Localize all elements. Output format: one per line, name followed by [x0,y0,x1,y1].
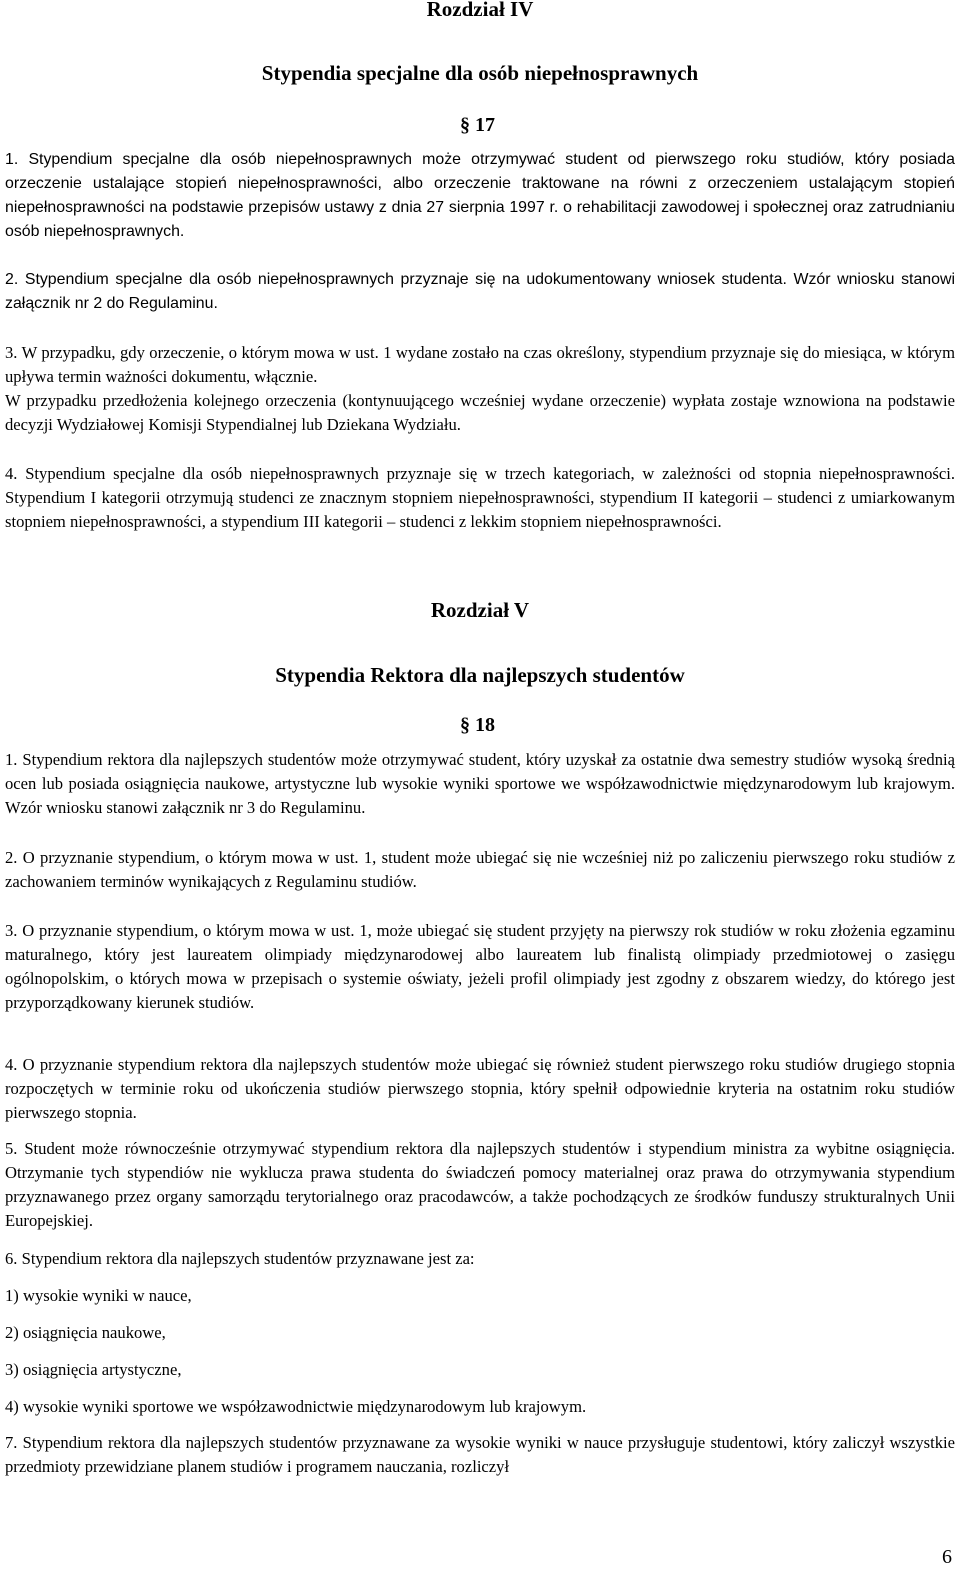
ch5-paragraph-2: 2. O przyznanie stypendium, o którym mowa w ust. 1, student może ubiegać się nie wcześniej niż po zaliczeniu pierwszego roku studiów z zachowaniem terminów wynikających z Regulaminu studiów. [5,848,955,891]
ch5-paragraph-3: 3. O przyznanie stypendium, o którym mowa w ust. 1, może ubiegać się student przyjęty na pierwszy rok studiów w roku złożenia egzaminu maturalnego, który jest laureatem olimpiady międzynarodowej albo laureatem lub finalistą olimpiady przedmiotowej o zasięgu ogólnopolskim, o których mowa w przepisach o systemie oświaty, jeżeli profil olimpiady jest zgodny z obszarem wiedzy, do którego jest przyporządkowany kierunek studiów. [5,921,955,1012]
ch5-list-item-3: 3) osiągnięcia artystyczne, [5,1360,182,1379]
chapter-5-title: Rozdział V [430,598,530,622]
ch4-paragraph-1: 1. Stypendium specjalne dla osób niepełnosprawnych może otrzymywać student od pierwszego roku studiów, który posiada orzeczenie ustalające stopień niepełnosprawności, albo orzeczenie traktowane na równi z orzeczeniem ustalającym stopień niepełnosprawności na podstawie przepisów ustawy z dnia 27 sierpnia 1997 r. o rehabilitacji zawodowej i społecznej oraz zatrudnianiu osób niepełnosprawnych. [5,151,955,240]
section-18-heading: § 18 [460,714,495,736]
ch4-paragraph-4: 4. Stypendium specjalne dla osób niepełnosprawnych przyznaje się w trzech kategoriach, w zależności od stopnia niepełnosprawności. Stypendium I kategorii otrzymują studenci ze znacznym stopniem niepełnosprawności, stypendium II kategorii – studenci z umiarkowanym stopniem niepełnosprawności, a stypendium III kategorii – studenci z lekkim stopniem niepełnosprawności. [5,464,955,531]
ch4-paragraph-3: 3. W przypadku, gdy orzeczenie, o którym mowa w ust. 1 wydane zostało na czas określony, stypendium przyznaje się do miesiąca, w którym upływa termin ważności dokumentu, włącznie. [5,343,955,386]
ch5-paragraph-5: 5. Student może równocześnie otrzymywać stypendium rektora dla najlepszych studentów i stypendium ministra za wybitne osiągnięcia. Otrzymanie tych stypendiów nie wyklucza prawa studenta do świadczeń pomocy materialnej oraz prawa do otrzymywania stypendium przyznawanego przez organy samorządu terytorialnego oraz pracodawców, a także pochodzących ze środków funduszy strukturalnych Unii Europejskiej. [5,1139,955,1230]
ch5-paragraph-1: 1. Stypendium rektora dla najlepszych studentów może otrzymywać student, który uzyskał za ostatnie dwa semestry studiów wysoką średnią ocen lub posiada osiągnięcia naukowe, artystyczne lub wysokie wyniki sportowe we współzawodnictwie międzynarodowym lub krajowym. Wzór wniosku stanowi załącznik nr 3 do Regulaminu. [5,750,955,817]
ch5-list-item-2: 2) osiągnięcia naukowe, [5,1323,166,1342]
page-number: 6 [942,1546,952,1568]
chapter-5-subtitle: Stypendia Rektora dla najlepszych studentów [275,663,685,687]
ch5-paragraph-6: 6. Stypendium rektora dla najlepszych studentów przyznawane jest za: [5,1249,475,1268]
chapter-4-title: Rozdział IV [426,0,534,21]
chapter-4-subtitle: Stypendia specjalne dla osób niepełnosprawnych [261,61,699,85]
section-17-heading: § 17 [460,114,495,136]
ch5-list-item-4: 4) wysokie wyniki sportowe we współzawodnictwie międzynarodowym lub krajowym. [5,1397,587,1416]
ch5-paragraph-7: 7. Stypendium rektora dla najlepszych studentów przyznawane za wysokie wyniki w nauce przysługuje studentowi, który zaliczył wszystkie przedmioty przewidziane planem studiów i programem nauczania, rozliczył [5,1433,955,1476]
ch4-paragraph-2: 2. Stypendium specjalne dla osób niepełnosprawnych przyznaje się na udokumentowany wniosek studenta. Wzór wniosku stanowi załącznik nr 2 do Regulaminu. [5,271,955,312]
ch5-list-item-1: 1) wysokie wyniki w nauce, [5,1286,192,1305]
ch5-paragraph-4: 4. O przyznanie stypendium rektora dla najlepszych studentów może ubiegać się również student pierwszego roku studiów drugiego stopnia rozpoczętych w terminie roku od ukończenia studiów pierwszego stopnia, który spełnił odpowiednie kryteria na ostatnim roku studiów pierwszego stopnia. [5,1055,955,1122]
ch4-paragraph-3b: W przypadku przedłożenia kolejnego orzeczenia (kontynuującego wcześniej wydane orzeczenie) wypłata zostaje wznowiona na podstawie decyzji Wydziałowej Komisji Stypendialnej lub Dziekana Wydziału. [5,391,955,434]
